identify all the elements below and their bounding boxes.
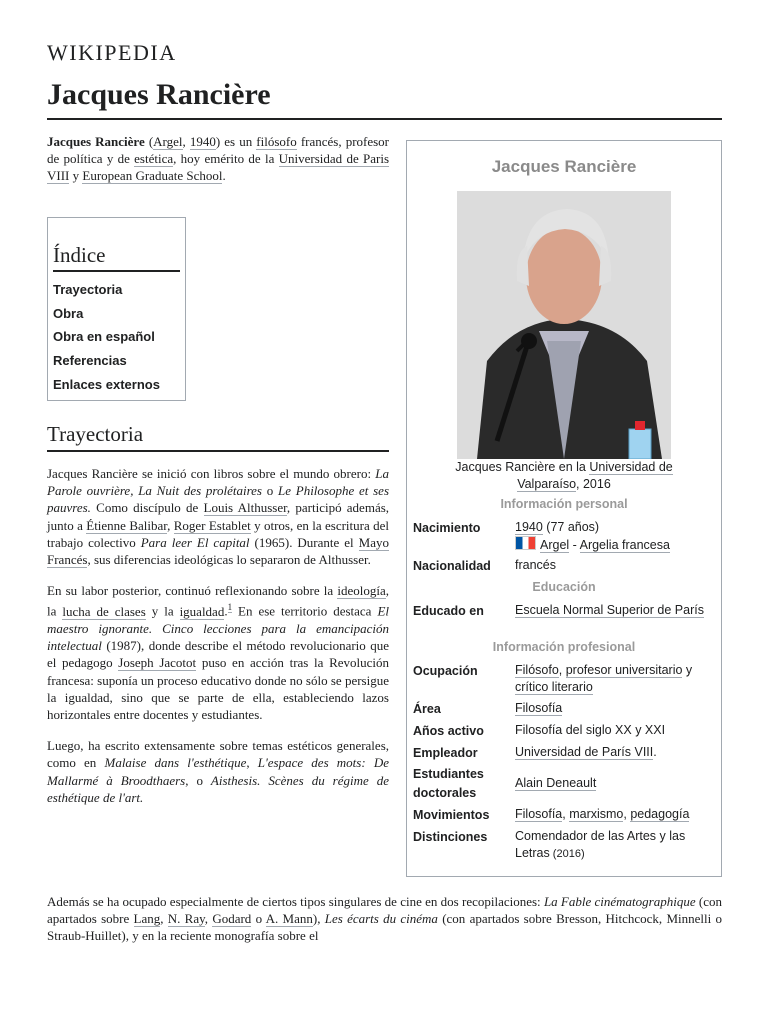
link-filosofo-ib[interactable]: Filósofo: [515, 663, 559, 677]
lead-text: ,: [182, 134, 190, 149]
lead-paragraph: [47, 133, 389, 185]
link-mayo-frances[interactable]: Mayo Francés: [47, 534, 389, 568]
link-critico[interactable]: crítico literario: [515, 680, 593, 694]
employer-label: Empleador: [413, 746, 478, 760]
lead-text: (: [148, 134, 154, 149]
occupation-label: Ocupación: [413, 664, 478, 678]
link-estetica[interactable]: estética: [134, 151, 174, 167]
employer-value: [515, 744, 715, 761]
toc-heading: Índice: [53, 243, 180, 272]
link-employer[interactable]: Universidad de París VIII: [515, 745, 654, 759]
text: , participó además, junto a: [47, 500, 390, 533]
link-a-mann[interactable]: A. Mann: [265, 911, 313, 927]
award-name: Comendador de las Artes y las Letras: [515, 829, 686, 860]
link-lucha-clases[interactable]: lucha de clases: [62, 603, 146, 619]
movements-value: [515, 806, 715, 823]
students-value: [515, 775, 715, 792]
link-deneault[interactable]: Alain Deneault: [515, 776, 597, 790]
link-balibar[interactable]: Étienne Balibar: [86, 517, 168, 533]
text: .: [653, 745, 657, 759]
link-argel[interactable]: Argel: [153, 134, 183, 149]
text: ,: [623, 807, 631, 821]
occupation-value: [515, 662, 715, 696]
link-mov-filosofia[interactable]: Filosofía: [515, 807, 563, 821]
link-ideologia[interactable]: ideología: [337, 583, 386, 599]
toc-item-enlaces[interactable]: Enlaces externos: [53, 376, 160, 392]
text: ,: [562, 807, 570, 821]
link-althusser[interactable]: Louis Althusser: [203, 500, 287, 516]
table-of-contents: [47, 217, 186, 401]
text: Como discípulo de: [90, 500, 204, 516]
lead-text: .: [222, 168, 226, 184]
educated-value: [515, 602, 715, 619]
text: , sus diferencias ideológicas lo separaron de Althusser.: [87, 552, 371, 568]
text: En su labor posterior, continuó reflexionando sobre la: [47, 583, 338, 599]
link-marxismo[interactable]: marxismo: [569, 807, 624, 821]
active-label: Años activo: [413, 724, 484, 738]
text: o: [251, 911, 266, 927]
link-jacotot[interactable]: Joseph Jacotot: [118, 655, 197, 671]
italic-text: Le Philosophe et ses pauvres.: [47, 483, 390, 516]
text: (con apartados sobre Bresson, Hitchcock, Minnelli o Straub-Huillet), y en la reciente monografía sobre el: [47, 911, 722, 944]
link-1940[interactable]: 1940: [189, 134, 216, 149]
awards-value: [515, 828, 715, 863]
lead-text: , hoy emérito de la: [173, 151, 279, 167]
italic-text: La Fable cinématographique: [543, 894, 696, 909]
educated-label: Educado en: [413, 604, 484, 618]
text: y otros, en la escritura del trabajo colectivo: [47, 517, 390, 550]
photo-caption: [427, 459, 701, 493]
active-value: Filosofía del siglo XX y XXI: [515, 723, 666, 737]
toc-item-trayectoria[interactable]: Trayectoria: [53, 282, 123, 297]
text: ,: [558, 663, 566, 677]
infobox: [406, 140, 722, 877]
text: ),: [312, 911, 325, 927]
link-igualdad[interactable]: igualdad: [179, 603, 225, 619]
text: (1987), donde describe el método revolucionario que el pedagogo: [47, 638, 389, 671]
text: (con apartados sobre: [47, 894, 722, 927]
link-birth-place[interactable]: Argel: [540, 538, 570, 552]
section-heading-trayectoria: Trayectoria: [47, 422, 389, 452]
page-title: Jacques Rancière: [47, 78, 722, 120]
text: o: [262, 483, 278, 499]
link-ens[interactable]: Escuela Normal Superior de París: [515, 603, 704, 617]
italic-text: Les écarts du cinéma: [324, 911, 438, 927]
infobox-section-professional: Información profesional: [492, 640, 636, 654]
text: ,: [160, 911, 168, 927]
article-body: [47, 465, 389, 820]
movements-label: Movimientos: [413, 808, 490, 822]
birth-label: Nacimiento: [413, 521, 481, 535]
text: Jacques Rancière se inició con libros sobre el mundo obrero:: [47, 466, 376, 481]
text: (1965). Durante el: [249, 534, 359, 550]
birth-age: (77 años): [542, 520, 600, 534]
lead-text: y: [69, 168, 83, 184]
text: , o: [185, 772, 211, 788]
link-valparaiso[interactable]: Universidad de Valparaíso: [517, 460, 673, 491]
text: ,: [246, 755, 258, 771]
text: y la: [145, 603, 180, 619]
italic-text: El maestro ignorante. Cinco lecciones para la emancipación intelectual: [47, 603, 389, 654]
france-flag-icon: [515, 536, 536, 550]
lead-text: ) es un: [215, 134, 257, 149]
text: ,: [167, 517, 174, 533]
caption-text: Jacques Rancière en la: [455, 460, 590, 474]
toc-item-referencias[interactable]: Referencias: [53, 353, 127, 369]
italic-text: Para leer El capital: [140, 534, 250, 550]
infobox-section-personal: Información personal: [500, 497, 628, 511]
link-birth-country[interactable]: Argelia francesa: [579, 538, 670, 552]
infobox-title: Jacques Rancière: [491, 157, 637, 176]
link-filosofia[interactable]: Filosofía: [515, 701, 563, 715]
link-pedagogia[interactable]: pedagogía: [630, 807, 690, 821]
toc-item-obra[interactable]: Obra: [53, 305, 84, 321]
award-year: (2016): [549, 848, 585, 860]
link-lang[interactable]: Lang: [133, 911, 161, 927]
infobox-section-education: Educación: [532, 580, 596, 594]
paragraph: [47, 582, 389, 723]
text: En ese territorio destaca: [232, 603, 378, 619]
link-birth-year[interactable]: 1940: [515, 520, 543, 534]
caption-text: , 2016: [576, 477, 611, 491]
birth-value: [515, 519, 715, 554]
link-filosofo[interactable]: filósofo: [256, 134, 297, 149]
italic-text: Aisthesis. Scènes du régime de esthétique de l'art.: [47, 772, 390, 805]
nationality-value: francés: [515, 558, 556, 572]
area-label: Área: [413, 702, 441, 716]
nationality-label: Nacionalidad: [413, 559, 491, 573]
text: puso en acción tras la Revolución francesa: suponía un proceso educativo donde no sólo se persigue la igualdad, sino que se parte de ella, estableciendo lazos horizontales entre docentes y estudiantes.: [47, 655, 390, 722]
text: -: [569, 538, 580, 552]
link-egs[interactable]: European Graduate School: [82, 168, 223, 184]
text: Luego, ha escrito extensamente sobre temas estéticos generales, como en: [47, 738, 389, 771]
text: y: [682, 663, 693, 677]
lead-text: francés, profesor de política y de: [47, 134, 390, 167]
awards-label: Distinciones: [413, 830, 488, 844]
italic-text: L'espace des mots: De Mallarmé à Broodthaers: [47, 755, 390, 788]
students-label: Estudiantes doctorales: [413, 767, 484, 800]
text: , la: [47, 583, 389, 619]
toc-item-obra-espanol[interactable]: Obra en español: [53, 329, 155, 345]
link-paris-viii[interactable]: Universidad de Paris VIII: [47, 151, 390, 184]
text: .: [224, 603, 228, 619]
text: Además se ha ocupado especialmente de ciertos tipos singulares de cine en dos recopilaciones:: [47, 894, 544, 909]
paragraph-cinema: [47, 893, 722, 945]
link-profesor[interactable]: profesor universitario: [565, 663, 683, 677]
italic-text: Malaise dans l'esthétique: [104, 755, 247, 771]
wikipedia-wordmark[interactable]: WIKIPEDIA: [47, 40, 177, 65]
portrait-photo[interactable]: [457, 191, 671, 459]
paragraph: [47, 465, 389, 568]
lead-name: Jacques Rancière: [47, 134, 145, 149]
toc-list: [53, 278, 185, 396]
text: ,: [204, 911, 213, 927]
paragraph: [47, 737, 389, 806]
reference-1[interactable]: 1: [227, 602, 233, 613]
link-establet[interactable]: Roger Establet: [173, 517, 251, 533]
italic-text: La Parole ouvrière, La Nuit des prolétaires: [47, 466, 389, 499]
area-value: [515, 700, 715, 717]
link-godard[interactable]: Godard: [212, 911, 252, 927]
link-n-ray[interactable]: N. Ray: [167, 911, 205, 927]
portrait-illustration: [457, 191, 671, 459]
